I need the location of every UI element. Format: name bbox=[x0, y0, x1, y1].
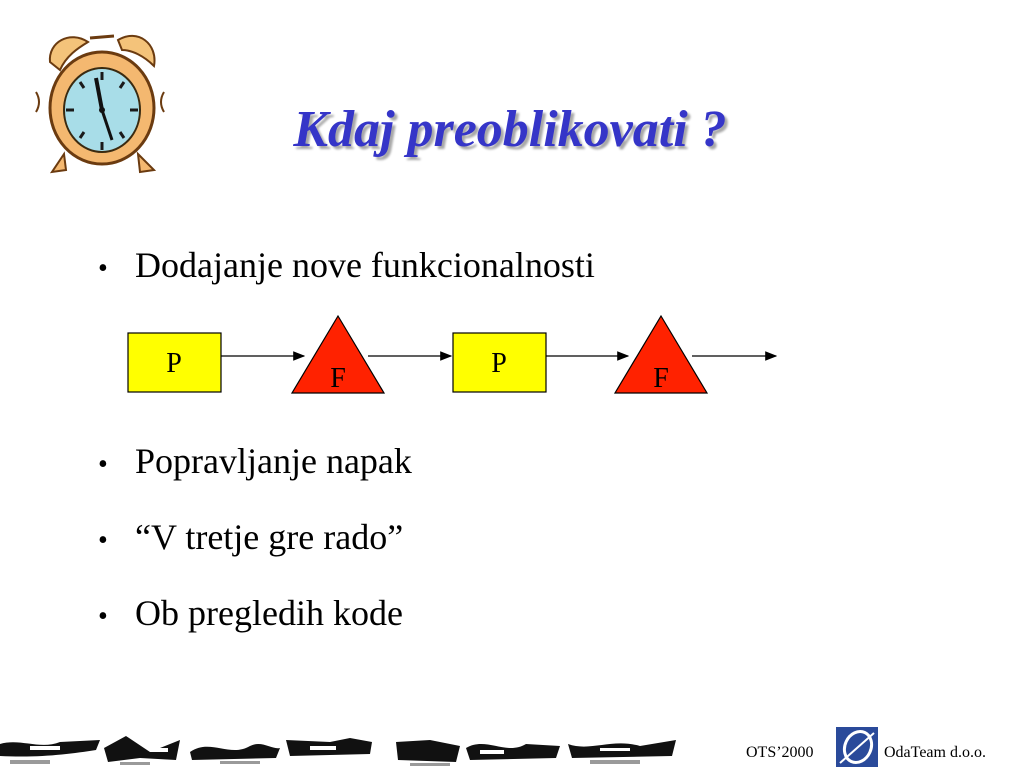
bullet-text: Popravljanje napak bbox=[135, 441, 412, 481]
diagram-box-label-1: P bbox=[166, 348, 182, 379]
diagram-triangle-label-2: F bbox=[653, 363, 669, 394]
bullet-item-3 bbox=[98, 516, 403, 558]
process-diagram bbox=[120, 310, 790, 405]
slide-title: Kdaj preoblikovati ? bbox=[293, 101, 727, 158]
bullet-symbol: • bbox=[98, 525, 108, 556]
bullet-item-4 bbox=[98, 592, 403, 634]
diagram-box-label-2: P bbox=[491, 348, 507, 379]
bullet-item-1 bbox=[98, 244, 595, 286]
odateam-logo-icon bbox=[836, 727, 878, 767]
alarm-clock-icon bbox=[30, 22, 170, 178]
bullet-symbol: • bbox=[98, 449, 108, 480]
footer-company-label: OdaTeam d.o.o. bbox=[884, 744, 986, 761]
diagram-triangle-label-1: F bbox=[330, 363, 346, 394]
bullet-text: “V tretje gre rado” bbox=[135, 517, 404, 557]
bullet-text: Dodajanje nove funkcionalnosti bbox=[135, 245, 595, 285]
bullet-item-2 bbox=[98, 440, 412, 482]
bullet-text: Ob pregledih kode bbox=[135, 593, 403, 633]
bullet-symbol: • bbox=[98, 253, 108, 284]
bullet-symbol: • bbox=[98, 601, 108, 632]
footer-decorative-band bbox=[0, 728, 690, 768]
footer-conference-label: OTS’2000 bbox=[746, 744, 814, 761]
